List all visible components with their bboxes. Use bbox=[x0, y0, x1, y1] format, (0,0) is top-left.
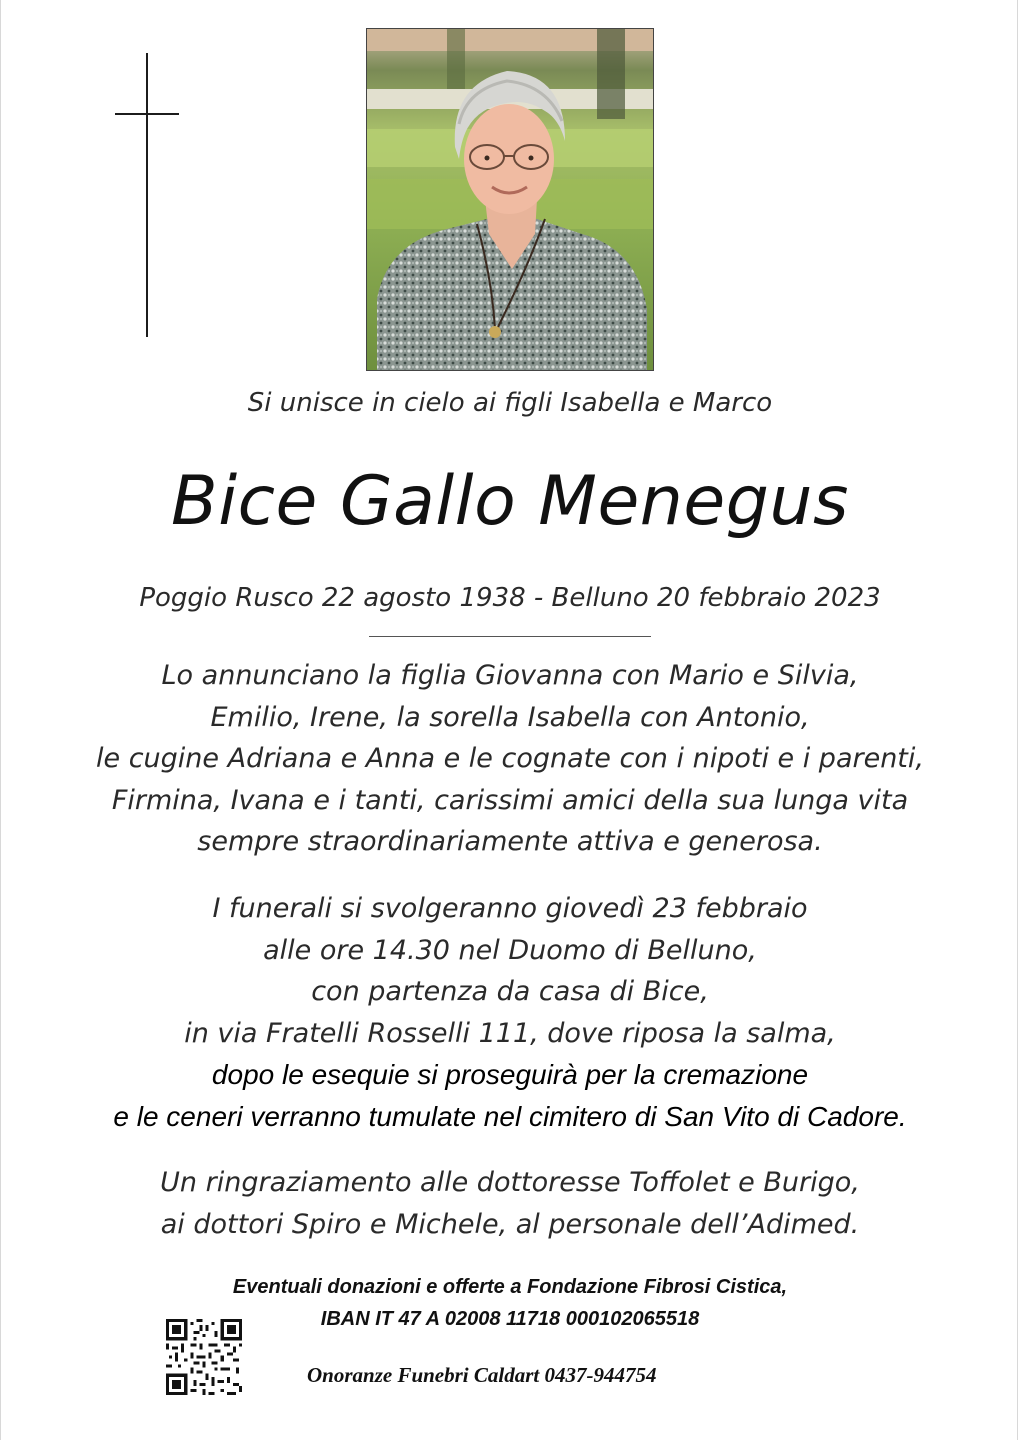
funeral-line: I funerali si svolgeranno giovedì 23 febbraio bbox=[212, 893, 808, 924]
funeral-details-block bbox=[1, 888, 1018, 1137]
deceased-name: Bice Gallo Menegus bbox=[171, 462, 849, 541]
announcement-line: Lo annunciano la figlia Giovanna con Mario e Silvia, bbox=[161, 660, 859, 691]
divider bbox=[369, 636, 651, 637]
funeral-line: con partenza da casa di Bice, bbox=[311, 976, 709, 1007]
life-dates: Poggio Rusco 22 agosto 1938 - Belluno 20 febbraio 2023 bbox=[139, 583, 881, 613]
thanks-line: Un ringraziamento alle dottoresse Toffolet e Burigo, bbox=[160, 1167, 860, 1198]
funeral-agency: Onoranze Funebri Caldart 0437-944754 bbox=[307, 1363, 657, 1387]
announcement-line: le cugine Adriana e Anna e le cognate con i nipoti e i parenti, bbox=[96, 743, 924, 774]
donation-line: Eventuali donazioni e offerte a Fondazione Fibrosi Cistica, bbox=[232, 1276, 788, 1298]
portrait-photo bbox=[366, 28, 654, 371]
qr-code-icon[interactable] bbox=[166, 1319, 242, 1395]
funeral-emphasis-line: dopo le esequie si proseguirà per la cremazione bbox=[211, 1059, 809, 1090]
thanks-line: ai dottori Spiro e Michele, al personale dell’Adimed. bbox=[160, 1208, 860, 1240]
announcement-line: Firmina, Ivana e i tanti, carissimi amici della sua lunga vita bbox=[111, 784, 909, 816]
announcement-line: sempre straordinariamente attiva e generosa. bbox=[197, 826, 823, 857]
donation-block bbox=[1, 1271, 1018, 1335]
announcement-line: Emilio, Irene, la sorella Isabella con Antonio, bbox=[210, 701, 810, 733]
intro-line: Si unisce in cielo ai figli Isabella e Marco bbox=[247, 388, 773, 418]
funeral-line: in via Fratelli Rosselli 111, dove riposa la salma, bbox=[184, 1017, 836, 1049]
funeral-line: alle ore 14.30 nel Duomo di Belluno, bbox=[263, 934, 757, 966]
iban-line: IBAN IT 47 A 02008 11718 000102065518 bbox=[320, 1308, 700, 1330]
thanks-block bbox=[1, 1162, 1018, 1245]
announcement-block bbox=[1, 655, 1018, 863]
funeral-emphasis-line: e le ceneri verranno tumulate nel cimitero di San Vito di Cadore. bbox=[113, 1100, 907, 1132]
